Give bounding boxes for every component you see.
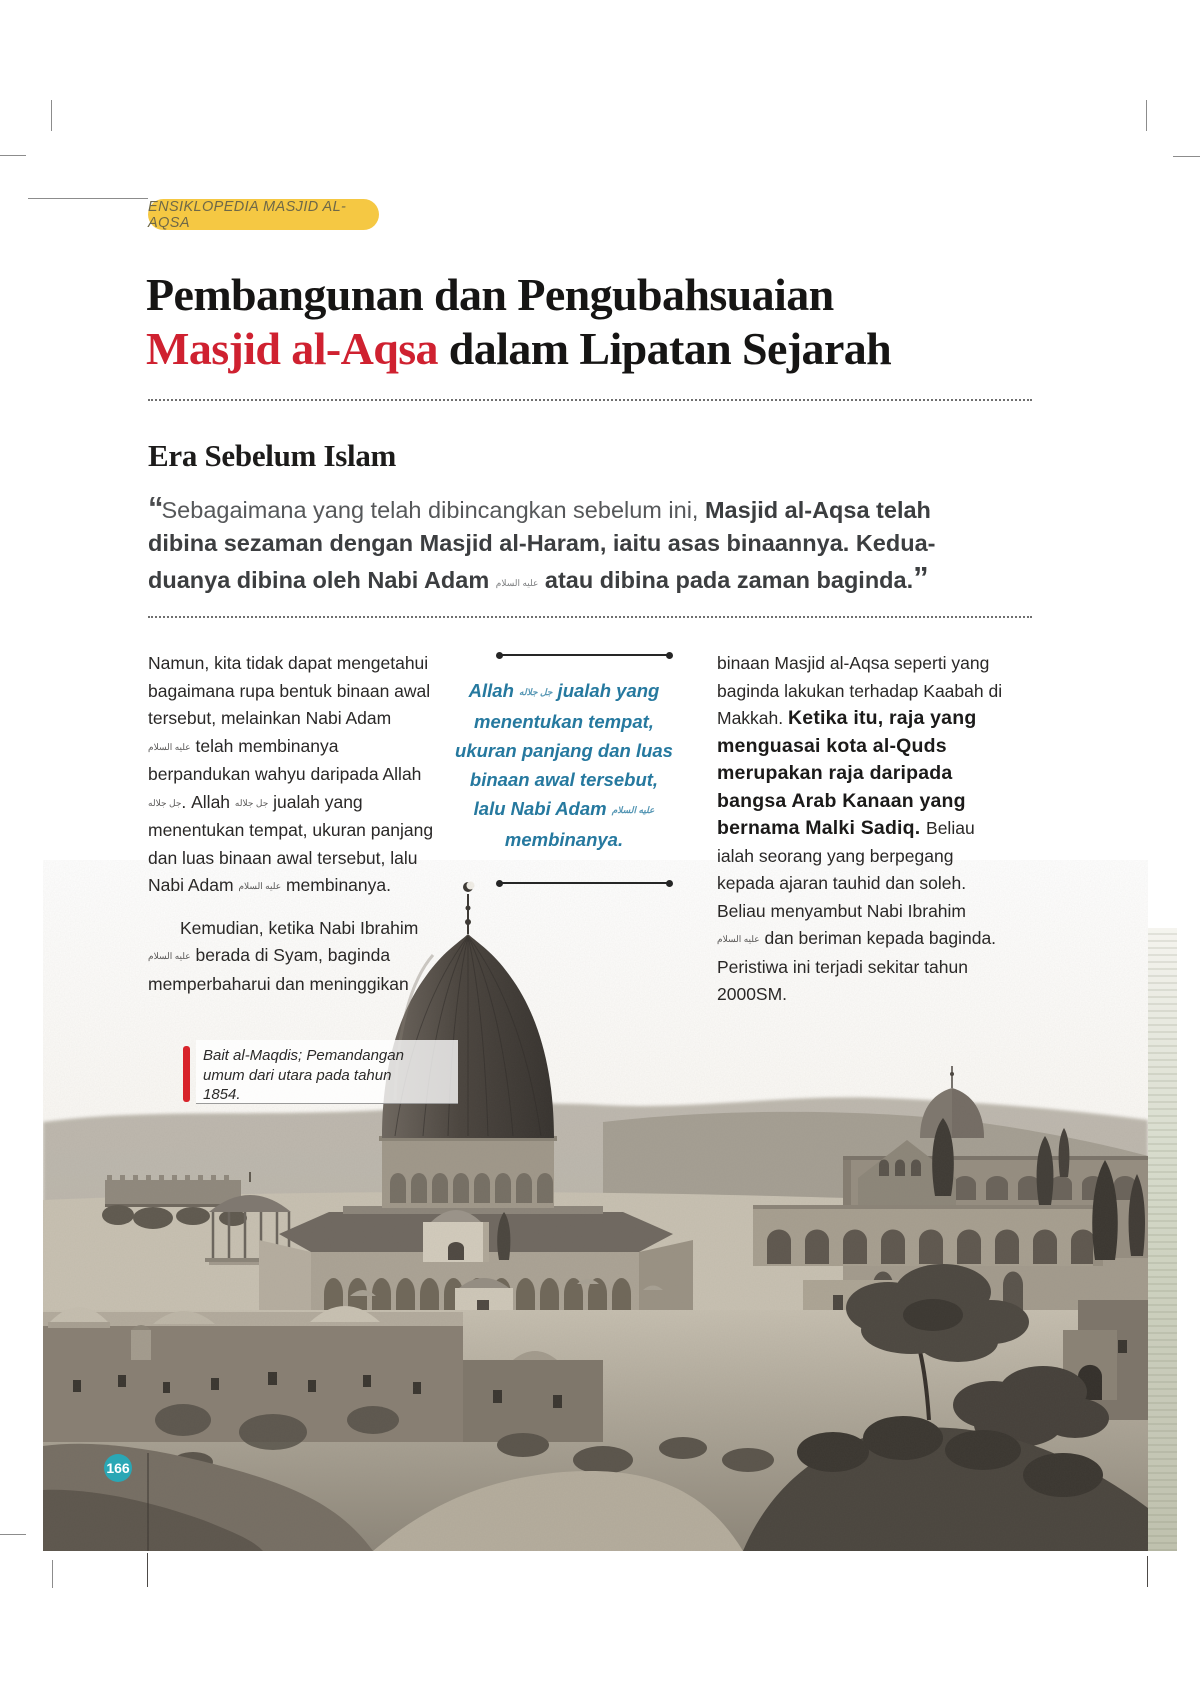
pullquote-rule-top (499, 654, 670, 656)
column-left (148, 650, 436, 998)
pullquote-rule-bottom (499, 882, 670, 884)
honorific-adam: عليه السلام (495, 577, 539, 588)
quote-bold-1: Masjid al-Aqsa telah dibina sezaman dengan Masjid al-Haram, iaitu asas binaannya. Kedua-duanya dibina oleh Nabi Adam (148, 496, 936, 593)
facing-page-bleed (1148, 928, 1177, 1551)
body-text: telah membinanya berpandukan wahyu daripada Allah (148, 735, 422, 784)
dotted-divider-top (148, 399, 1032, 401)
crop-mark-bottom-left-v (52, 1560, 53, 1588)
page-number-badge (104, 1454, 132, 1482)
honorific: عليه السلام (148, 741, 191, 752)
caption-accent-bar (183, 1046, 190, 1102)
body-text: jualah yang menentukan tempat, ukuran panjang dan luas binaan awal tersebut, lalu Nabi Adam (148, 791, 434, 895)
dotted-divider-bottom (148, 616, 1032, 618)
photo-caption: Bait al-Maqdis; Pemandangan umum dari utara pada tahun 1854. (203, 1047, 404, 1103)
title-line1: Pembangunan dan Pengubahsuaian (146, 268, 834, 320)
crop-mark-top-right-h (1173, 156, 1200, 157)
body-text: Namun, kita tidak dapat mengetahui bagaimana rupa bentuk binaan awal tersebut, melainkan Nabi Adam (148, 653, 431, 728)
trim-line-right (1147, 1556, 1148, 1587)
paragraph-1 (148, 650, 436, 901)
body-text: . Allah (181, 791, 235, 812)
honorific: عليه السلام (717, 934, 760, 944)
trim-line-left (147, 1553, 148, 1587)
honorific: جل جلاله (234, 797, 269, 808)
body-text: dan beriman kepada baginda. Peristiwa ini terjadi sekitar tahun 2000SM. (717, 928, 997, 1004)
crop-mark-top-left-h (0, 155, 26, 156)
page-title (146, 268, 1046, 376)
body-text: berada di Syam, baginda memperbaharui dan meninggikan (148, 945, 409, 994)
honorific: عليه السلام (148, 951, 191, 961)
crop-mark-top-left-v (51, 100, 52, 131)
title-line2-rest: dalam Lipatan Sejarah (437, 322, 892, 374)
paragraph-3 (717, 650, 1009, 1009)
title-highlight: Masjid al-Aqsa (146, 322, 438, 374)
body-text: Kemudian, ketika Nabi Ibrahim (180, 917, 419, 938)
page-number: 166 (106, 1460, 130, 1476)
close-quote-icon: ” (913, 559, 927, 595)
body-text: binaan Masjid al-Aqsa seperti yang baginda lakukan terhadap Kaabah di Makkah. (717, 653, 1003, 728)
lead-quote (148, 491, 980, 601)
body-text-emphasis: Ketika itu, raja yang menguasai kota al-Quds merupakan raja daripada bangsa Arab Kanaan yang bernama Malki Sadiq. (717, 707, 977, 839)
quote-lead: Sebagaimana yang telah dibincangkan sebelum ini, (161, 496, 705, 523)
honorific: عليه السلام (611, 805, 655, 815)
column-right (717, 650, 1009, 1009)
crop-mark-bottom-left-h (0, 1534, 26, 1535)
quote-bold-2: atau dibina pada zaman baginda. (538, 566, 914, 593)
pullquote-text: membinanya. (504, 829, 624, 850)
series-badge (148, 199, 379, 230)
honorific: جل جلاله (148, 797, 182, 808)
section-heading: Era Sebelum Islam (148, 437, 397, 473)
paragraph-2 (148, 915, 436, 999)
crop-mark-top-right-v (1146, 100, 1147, 131)
pullquote-text: jualah yang menentukan tempat, ukuran panjang dan luas binaan awal tersebut, lalu Nabi Adam (455, 680, 673, 819)
pull-quote (455, 676, 673, 854)
open-quote-icon: “ (148, 489, 162, 525)
honorific: جل جلاله (519, 687, 553, 697)
pullquote-text: Allah (468, 680, 520, 701)
body-text: membinanya. (281, 875, 391, 895)
series-badge-label: ENSIKLOPEDIA MASJID AL-AQSA (148, 198, 347, 231)
body-text: Beliau ialah seorang yang berpegang kepada ajaran tauhid dan soleh. Beliau menyambut Nabi Ibrahim (717, 818, 975, 921)
crop-mark-badge-lead (28, 198, 148, 199)
honorific: عليه السلام (238, 881, 282, 891)
